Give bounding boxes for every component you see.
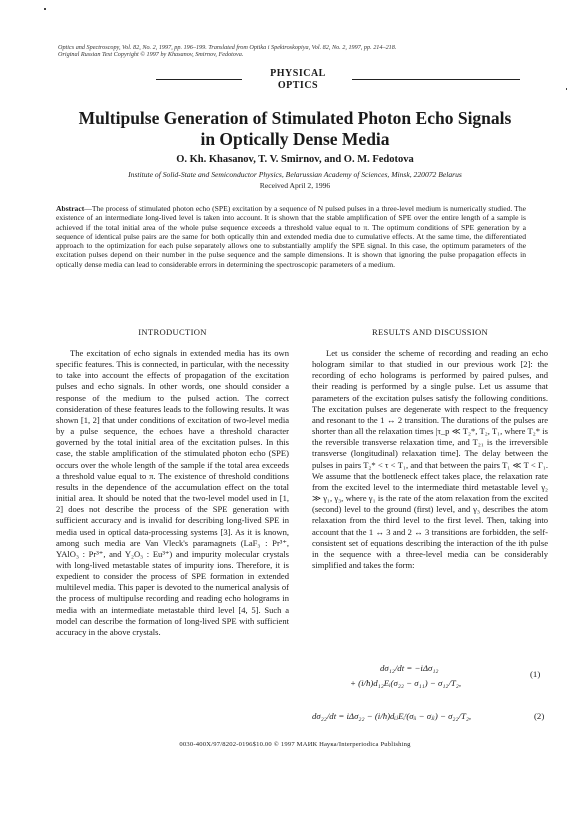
results-heading: RESULTS AND DISCUSSION: [371, 327, 489, 337]
article-title-line-2: in Optically Dense Media: [200, 129, 390, 149]
abstract-label: Abstract: [56, 204, 85, 213]
citation-line-1: Optics and Spectroscopy, Vol. 82, No. 2, 1997, pp. 196–199. Translated from Optika i Spektroskopiya, Vol. 82, No. 2, 1997, pp. 214–218.: [58, 44, 397, 51]
abstract: [56, 204, 526, 324]
equation-1-line-1: dσ₁₂/dt = −iΔσ₁₂: [380, 663, 439, 673]
introduction-paragraph: The excitation of echo signals in extended media has its own specific features. This is connected, in particular, with the necessity to take into account the effects of propagation of the excitation pulses and echo signals. In other words, one should consider a response of the medium to the pulsed action. The correct consideration of these features leads to the following results. It was shown [1, 2] that under conditions of excitation of two-level media by a pulse sequence, the echoes have a threshold character governed by the total initial area of the excitation pulses. In this case, the stable amplification of the stimulated photon echo (SPE) occurs over the whole length of the sample if the total area exceeds a threshold value equal to π. The existence of threshold conditions results in the dependence of the accumulation effect on the total initial area. It should be noted that the two-level model used in [1, 2] does not describe the process of the SPE generation with sufficient accuracy and is invalid for describing long-lived SPE in media used in optical data-processing systems [3]. As it is known, among such media are Van Vleck's paramagnets (LaF₃ : Pr³⁺, YAlO₃ : Pr³⁺, and Y₂O₃ : Eu³⁺) and impurity molecular crystals with long-lived metastable states of impurity ions. Therefore, it is expedient to consider the process of SPE formation in extended multilevel media. This paper is devoted to the numerical analysis of the process of multipulse recording and reading echo holograms in media with an intermediate metastable third level [4, 5]. Such a model can describe the formation of long-lived SPE with sufficient accuracy in the above crystals.: [56, 348, 289, 637]
equation-1-number: (1): [530, 669, 541, 679]
equation-1-line-2: + (i/ħ)d₁₂Eᵢ(σ₂₂ − σ₁₁) − σ₁₂/T₂,: [350, 678, 462, 688]
section-rule-left: [156, 79, 242, 80]
introduction-heading: INTRODUCTION: [138, 327, 207, 337]
citation-line-2: Original Russian Text Copyright © 1997 by Khasanov, Smirnov, Fedotova.: [58, 51, 244, 58]
equation-2: dσ₂₂/dt = iΔσ₂₂ − (i/ħ)dᵢⱼEᵢᵗ(σᵢᵢ − σⱼᵢ) − σ₂₂/T₂,: [312, 711, 472, 721]
article-title-line-1: Multipulse Generation of Stimulated Photon Echo Signals: [78, 108, 512, 128]
abstract-text: —The process of stimulated photon echo (SPE) excitation by a sequence of N pulsed pulses in a three-level medium is numerically studied. The existence of an intermediate long-lived level is taken into account. It is shown that the stable amplification of SPE over the entire length of a sample is achieved if the total initial area of the whole pulse sequence exceeds a threshold value equal to π. The optimum conditions of SPE generation by a sequence of identical pulse pairs are the same for both optically thin and extended media due to cumulative effects. At the same time, the differentiated approach to the optimization for each pulse separately allows one to substantially amplify the SPE signal. In this case, the optimum parameters of the excitation pulses depend on their number in the pulse sequence and the sample dimensions. It is shown that ignoring the pulse propagation effects in optically dense media can lead to considerable errors in determining the spectroscopic parameters of a medium.: [56, 204, 526, 269]
article-received-date: Received April 2, 1996: [259, 181, 331, 190]
results-paragraph: Let us consider the scheme of recording and reading an echo hologram similar to that studied in our previous work [2]: the recording of echo holograms is performed by paired pulses, and their reading is performed by a single pulse. Let us assume that parameters of the excitation pulses satisfy the following conditions. The excitation pulses are degenerate with respect to the frequency and resonant to the 1 ↔ 2 transition. The durations of the pulses are shorter than all the relaxation times |τ_p ≪ T₂*, T₂, T₁, where T₂* is the reversible transverse relaxation time, and T₂₁ is the irreversible transverse (longitudinal) relaxation time]. The delay between the pulses in pairs T₂* < τ < T₁, and that between the pairs T₁ ≪ T < Γ₁. We assume that the bottleneck effect takes place, the relaxation rate from the excited level to the intermediate third metastable level γ₂ ≫ γ₁, γ₃, where γ₁ is the rate of the atom relaxation from the excited (second) level to the ground (first) level, and γ₃ describes the atom relaxation from the third level to the first level. Then, taking into account that the 1 ↔ 3 and 2 ↔ 3 transitions are forbidden, the self-consistent set of equations describing the interaction of the ith pulse in the sequence with a three-level media can be considerably simplified and takes the form:: [312, 348, 548, 570]
article-affiliation: Institute of Solid-State and Semiconductor Physics, Belarussian Academy of Sciences, Minsk, 220072 Belarus: [128, 170, 462, 179]
section-tag-optics: OPTICS: [277, 80, 319, 91]
scan-speck: [566, 88, 567, 90]
article-authors: O. Kh. Khasanov, T. V. Smirnov, and O. M. Fedotova: [176, 154, 414, 165]
section-tag-physical: PHYSICAL: [270, 68, 326, 79]
scan-speck: [44, 8, 46, 10]
copyright-footer: 0030-400X/97/8202-0196$10.00 © 1997 МАИК Наука/Interperiodica Publishing: [179, 741, 411, 748]
equation-2-number: (2): [534, 711, 545, 721]
section-rule-right: [352, 79, 520, 80]
